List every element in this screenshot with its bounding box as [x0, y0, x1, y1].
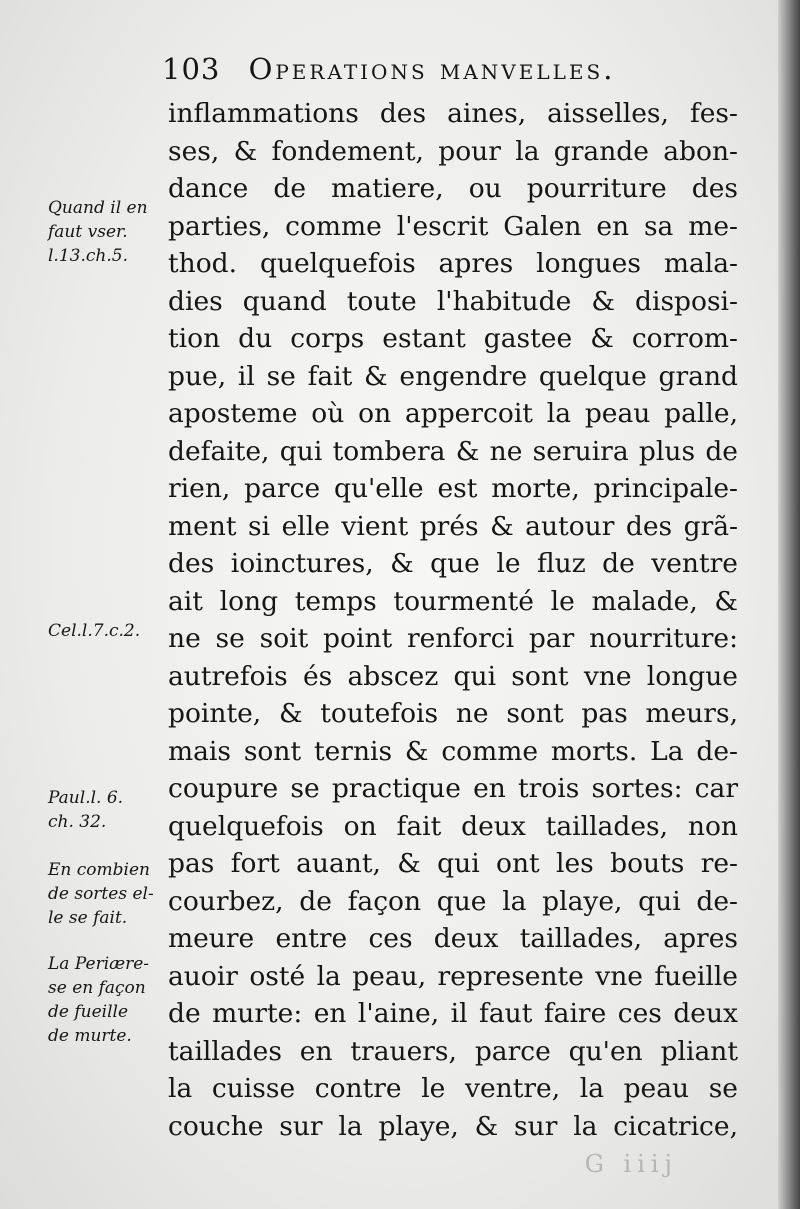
body-line: inflammations des aines, aisselles, fes- — [168, 98, 738, 129]
body-line: ment si elle vient prés & autour des grã- — [168, 511, 738, 542]
body-line: la cuisse contre le ventre, la peau se — [168, 1073, 738, 1104]
margin-note-line: le se fait. — [48, 908, 128, 928]
margin-note-paul-ref — [48, 786, 178, 834]
body-line: autrefois és abscez qui sont vne longue — [168, 661, 738, 692]
page-gutter-shadow — [778, 0, 800, 1209]
body-line: de murte: en l'aine, il faut faire ces deux — [168, 998, 738, 1029]
body-line: mais sont ternis & comme morts. La de- — [168, 736, 738, 767]
margin-note-line: En combien — [48, 860, 150, 880]
body-line: courbez, de façon que la playe, qui de- — [168, 886, 738, 917]
body-line: taillades en trauers, parce qu'en pliant — [168, 1036, 738, 1067]
margin-note-line: Cel.l.7.c.2. — [48, 621, 141, 641]
running-title: Operations manvelles. — [248, 52, 616, 86]
body-line: pue, il se fait & engendre quelque grand — [168, 361, 738, 392]
body-line: ne se soit point renforci par nourriture: — [168, 623, 738, 654]
body-line: coupure se practique en trois sortes: car — [168, 773, 738, 804]
margin-note-line: de murte. — [48, 1026, 132, 1046]
body-line: ses, & fondement, pour la grande abon- — [168, 136, 738, 167]
body-line: dance de matiere, ou pourriture des — [168, 173, 738, 204]
body-line: rien, parce qu'elle est morte, principale- — [168, 473, 738, 504]
body-line: dies quand toute l'habitude & disposi- — [168, 286, 738, 317]
margin-note-line: Paul.l. 6. — [48, 788, 124, 808]
page-header — [162, 52, 722, 86]
body-line: thod. quelquefois apres longues mala- — [168, 248, 738, 279]
margin-note-line: Quand il en — [48, 198, 148, 218]
body-line: aposteme où on appercoit la peau palle, — [168, 398, 738, 429]
body-line: parties, comme l'escrit Galen en sa me- — [168, 211, 738, 242]
margin-note-line: La Periære- — [48, 954, 150, 974]
margin-note-line: de fueille — [48, 1002, 129, 1022]
body-line: des ioinctures, & que le fluz de ventre — [168, 548, 738, 579]
margin-note-line: se en façon — [48, 978, 146, 998]
body-line: meure entre ces deux taillades, apres — [168, 923, 738, 954]
body-line: auoir osté la peau, represente vne fueille — [168, 961, 738, 992]
body-line: tion du corps estant gastee & corrom- — [168, 323, 738, 354]
margin-note-how-many-kinds — [48, 858, 178, 930]
margin-note-line: l.13.ch.5. — [48, 246, 128, 266]
margin-note-when-used — [48, 196, 178, 268]
body-line: defaite, qui tombera & ne seruira plus de — [168, 436, 738, 467]
body-line: pointe, & toutefois ne sont pas meurs, — [168, 698, 738, 729]
margin-note-celsus-ref — [48, 619, 178, 643]
margin-note-myrtle-leaf — [48, 952, 178, 1048]
body-line: pas fort auant, & qui ont les bouts re- — [168, 848, 738, 879]
body-line: couche sur la playe, & sur la cicatrice, — [168, 1111, 738, 1142]
signature-mark: G iiij — [584, 1150, 678, 1178]
page-number: 103 — [162, 52, 221, 86]
margin-note-line: de sortes el- — [48, 884, 154, 904]
body-line: ait long temps tourmenté le malade, & — [168, 586, 738, 617]
margin-note-line: faut vser. — [48, 222, 128, 242]
margin-note-line: ch. 32. — [48, 812, 107, 832]
body-line: quelquefois on fait deux taillades, non — [168, 811, 738, 842]
